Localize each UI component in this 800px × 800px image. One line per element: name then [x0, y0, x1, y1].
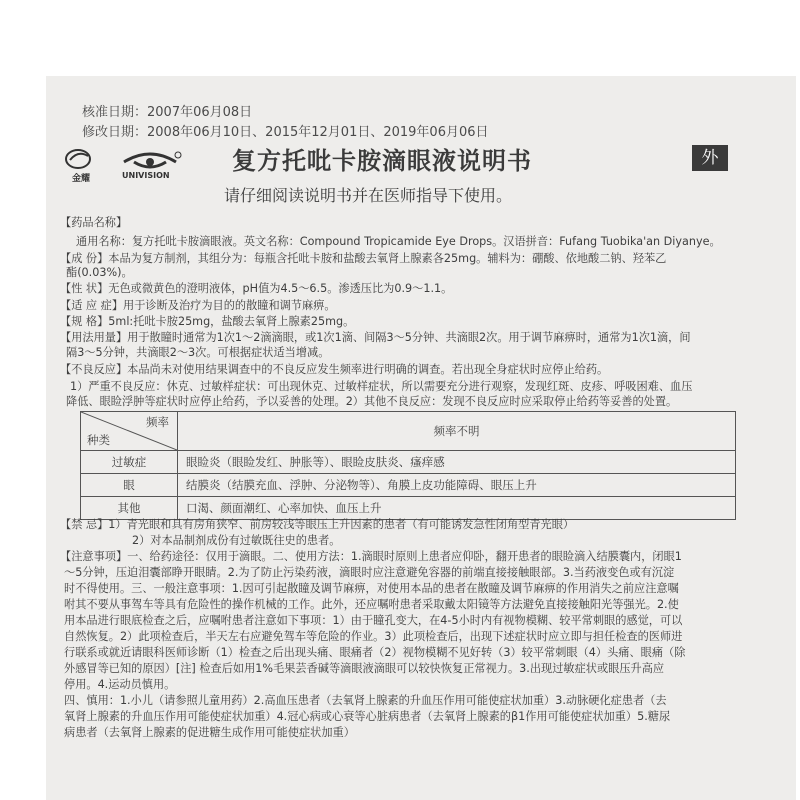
table-row [81, 451, 736, 474]
adverse-line3: 降低、眼睑浮肿等症状时应停止给药，予以妥善的处理。2）其他不良反应：发现不良反应时应采取停止给药等妥善的处置。 [66, 395, 678, 408]
precautions-line: 停用。4.运动员慎用。 [64, 678, 176, 691]
table-diagonal-header [81, 412, 178, 451]
precautions-line: 用本品进行眼底检查之后，应嘱咐患者注意如下事项：1）由于瞳孔变大，在4-5小时内有视物模糊、较平常刺眼的感觉，可以 [64, 614, 683, 627]
dosage-line2: 隔3～5分钟，共滴眼2～3次。可根据症状适当增减。 [66, 346, 330, 359]
indications-text: 【适 应 症】用于诊断及治疗为目的的散瞳和调节麻痹。 [60, 299, 336, 312]
external-use-badge: 外 [692, 145, 728, 171]
contraindications-line1: 【禁 忌】1）青光眼和具有房角狭窄、前房较浅等眼压上升因素的患者（有可能诱发急性闭角型青光眼） [60, 518, 575, 531]
caution-use-line: 氧肾上腺素的升血压作用可能使症状加重）4.冠心病或心衰等心脏病患者（去氧肾上腺素的β1作用可能使症状加重）5.糖尿 [64, 710, 671, 723]
document-subtitle: 请仔细阅读说明书并在医师指导下使用。 [224, 186, 513, 205]
precautions-line: 外感冒等已知的原因）[注] 检查后如用1%毛果芸香碱等滴眼液滴眼可以较快恢复正常视力。3.出现过敏症状或眼压升高应 [64, 662, 665, 675]
precautions-line: 咐其不要从事驾车等具有危险性的操作机械的工作。此外，还应嘱咐患者采取戴太阳镜等方法避免直接接触阳光等强光。2.使 [64, 598, 679, 611]
document-title: 复方托吡卡胺滴眼液说明书 [232, 147, 532, 175]
composition-line2: 酯(0.03%)。 [66, 266, 133, 279]
caution-use-line: 四、慎用：1.小儿（请参照儿童用药）2.高血压患者（去氧肾上腺素的升血压作用可能使症状加重）3.动脉硬化症患者（去 [64, 694, 667, 707]
brand-logo-icon [64, 148, 98, 170]
approval-date: 核准日期：2007年06月08日 [82, 105, 253, 120]
row-category: 过敏症 [81, 451, 178, 474]
header-category-label: 种类 [87, 433, 110, 447]
header-frequency-unknown: 频率不明 [178, 412, 736, 451]
name-text: 通用名称：复方托吡卡胺滴眼液。英文名称：Compound Tropicamide Eye Drops。汉语拼音：Fufang Tuobika'an Diyanye。 [76, 235, 721, 248]
row-text: 眼睑炎（眼睑发红、肿胀等）、眼睑皮肤炎、瘙痒感 [178, 451, 736, 474]
row-category: 其他 [81, 497, 178, 520]
specification-text: 【规 格】5ml:托吡卡胺25mg，盐酸去氧肾上腺素25mg。 [60, 315, 355, 328]
precautions-line: 【注意事项】一、给药途径：仅用于滴眼。二、使用方法：1.滴眼时原则上患者应仰卧，翻开患者的眼睑滴入结膜囊内，闭眼1 [60, 550, 682, 563]
caution-use-line: 病患者（去氧肾上腺素的促进糖生成作用可能使症状加重） [64, 726, 355, 739]
dosage-line1: 【用法用量】用于散瞳时通常为1次1～2滴滴眼，或1次1滴、间隔3～5分钟、共滴眼2次。用于调节麻痹时，通常为1次1滴，间 [60, 331, 691, 344]
precautions-line: 时不得使用。三、一般注意事项：1.因可引起散瞳及调节麻痹，对使用本品的患者在散瞳及调节麻痹的作用消失之前应注意嘱 [64, 582, 679, 595]
adverse-reaction-table [80, 411, 736, 520]
row-text: 口渴、颜面潮红、心率加快、血压上升 [178, 497, 736, 520]
revision-dates: 修改日期：2008年06月10日、2015年12月01日、2019年06月06日 [82, 125, 489, 140]
table-header-row [81, 412, 736, 451]
row-category: 眼 [81, 474, 178, 497]
precautions-line: 行联系或就近请眼科医师诊断（1）检查之后出现头痛、眼痛者（2）视物模糊不见好转（3）较平常刺眼（4）头痛、眼痛（除 [64, 646, 686, 659]
contraindications-line2: 2）对本品制剂成份有过敏既往史的患者。 [132, 534, 341, 547]
brand-logo-text: 金耀 [72, 174, 91, 184]
composition-line1: 【成 份】本品为复方制剂，其组分为：每瓶含托吡卡胺和盐酸去氧肾上腺素各25mg。辅料为：硼酸、依地酸二钠、羟苯乙 [60, 252, 667, 265]
table-row [81, 474, 736, 497]
eye-logo-icon [120, 150, 182, 172]
name-heading: 【药品名称】 [60, 216, 128, 229]
row-text: 结膜炎（结膜充血、浮肿、分泌物等）、角膜上皮功能障碍、眼压上升 [178, 474, 736, 497]
adverse-line2: 1）严重不良反应：休克、过敏样症状：可出现休克、过敏样症状，所以需要充分进行观察，发现红斑、皮疹、呼吸困难、血压 [70, 380, 693, 393]
partner-logo-text: UNIVISION [122, 171, 170, 180]
adverse-line1: 【不良反应】本品尚未对使用结果调查中的不良反应发生频率进行明确的调查。若出现全身症状时应停止给药。 [60, 363, 609, 376]
properties-text: 【性 状】无色或微黄色的澄明液体，pH值为4.5～6.5。渗透压比为0.9～1.1。 [60, 282, 453, 295]
header-frequency-label: 频率 [146, 415, 169, 429]
precautions-line: 自然恢复。2）此项检查后，半天左右应避免驾车等危险的作业。3）此项检查后，出现下述症状时应立即与担任检查的医师进 [64, 630, 683, 643]
precautions-line: ～5分钟，压迫泪囊部睁开眼睛。2.为了防止污染药液，滴眼时应注意避免容器的前端直接接触眼部。3.当药液变色或有沉淀 [64, 566, 675, 579]
